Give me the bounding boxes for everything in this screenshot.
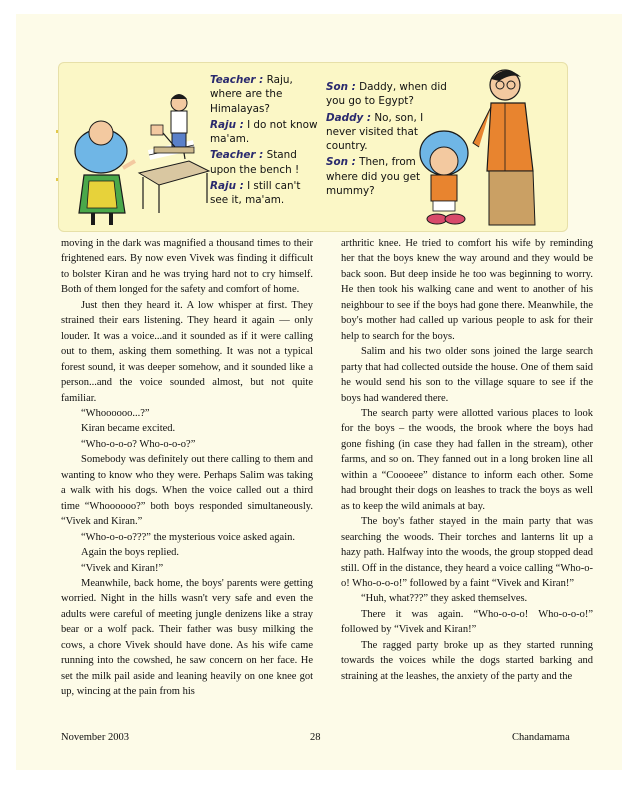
story-paragraph: The boy's father stayed in the main party that was searching the woods. Their torches and lanterns lit up a hazy path. Halfway into the woods, the group stopped dead still. Off in the distance, they heard a voice calling “Who-o-o! Who-o-o-o!” followed by a faint “Vivek and Kiran!” xyxy=(341,516,593,589)
story-paragraph: Kiran became excited. xyxy=(81,423,176,435)
story-paragraph: Salim and his two older sons joined the large search party that had collected outside the house. One of them said he would send his son to the village square to see if the boys had wandered there. xyxy=(341,346,593,404)
story-column-left xyxy=(61,236,313,700)
story-paragraph: “Who-o-o-o???” the mysterious voice asked again. xyxy=(81,531,295,543)
story-paragraph: Meanwhile, back home, the boys' parents were getting worried. Night in the hills wasn't very safe and even the adults were careful of meeting jungle denizens like a stray bear or a wolf pack. Their father was busy milking the cows, a chore Vivek should have done. As his wife came running into the cowshed, he saw concern on her face. He set the milk pail aside and leaning heavily on one knee got up, wincing at the pain from his xyxy=(61,577,313,698)
left-joke xyxy=(210,73,320,210)
story-paragraph: arthritic knee. He tried to comfort his wife by reminding her that the boys knew the way around and they would be back soon. But deep inside he too was beginning to worry. He then took his walking cane and went to another of his neighbour to see if the boys had gone there. Meanwhile, the boy's mother had called up various people to ask for their help to search for the boys. xyxy=(341,238,593,342)
story-paragraph: “Huh, what???” they asked themselves. xyxy=(361,593,528,605)
story-paragraph: Just then they heard it. A low whisper at first. They strained their ears listening. They heard it again — only louder. It was a voice...and it sounded as if it were calling out to them, asking them something. It was not a typical forest sound, it was deeper somehow, and it sounded like a person...and the voice sounded almost, but not quite familiar. xyxy=(61,299,313,404)
classroom-cartoon xyxy=(75,94,209,225)
page-number: 28 xyxy=(310,732,321,743)
footer-publication: Chandamama xyxy=(512,732,570,743)
joke-line: Son : Then, from where did you get mummy? xyxy=(326,156,421,198)
joke-line: Teacher : Raju, where are the Himalayas? xyxy=(210,74,293,115)
story-paragraph: Somebody was definitely out there calling to them and wanting to know who they were. Perhaps Salim was taking a walk with his dogs. When the voice called out a third time “Whoooooo?” both boys responded simultaneously. “Vivek and Kiran.” xyxy=(61,454,313,528)
footer-date: November 2003 xyxy=(61,732,129,743)
story-paragraph: “Who-o-o-o? Who-o-o-o?” xyxy=(81,438,196,450)
story-paragraph: moving in the dark was magnified a thousand times to their frightened ears. By now even Vivek was finding it difficult to bolster Kiran and he was trying hard not to cry himself. Both of them longed for the safety and comfort of home. xyxy=(61,238,313,296)
joke-line: Raju : I do not know ma'am. xyxy=(210,118,318,146)
story-column-right xyxy=(341,236,593,684)
joke-line: Raju : I still can't see it, ma'am. xyxy=(210,180,301,207)
story-paragraph: The ragged party broke up as they started running towards the voices while the dogs started barking and straining at the leashes, the anxiety of the party and the xyxy=(341,639,593,682)
story-paragraph: “Vivek and Kiran!” xyxy=(81,562,164,574)
right-joke xyxy=(326,80,450,200)
joke-line: Teacher : Stand upon the bench ! xyxy=(210,149,300,176)
joke-line: Daddy : No, son, I never visited that country. xyxy=(326,111,424,153)
story-paragraph: There it was again. “Who-o-o-o! Who-o-o-o!” followed by “Vivek and Kiran!” xyxy=(341,608,593,636)
joke-line: Son : Daddy, when did you go to Egypt? xyxy=(326,81,447,108)
story-paragraph: “Whoooooo...?” xyxy=(81,407,150,419)
story-paragraph: Again the boys replied. xyxy=(81,547,179,559)
story-paragraph: The search party were allotted various places to look for the boys – the woods, the brook where the boys had gone fishing (in case they had fallen in the stream), other farms, and so on. They fanned out in a long broken line all within a “Coooeee” distance to inform each other. Some had brought their dogs on leashes to track the boys as well as to keep the wild animals at bay. xyxy=(341,407,593,512)
